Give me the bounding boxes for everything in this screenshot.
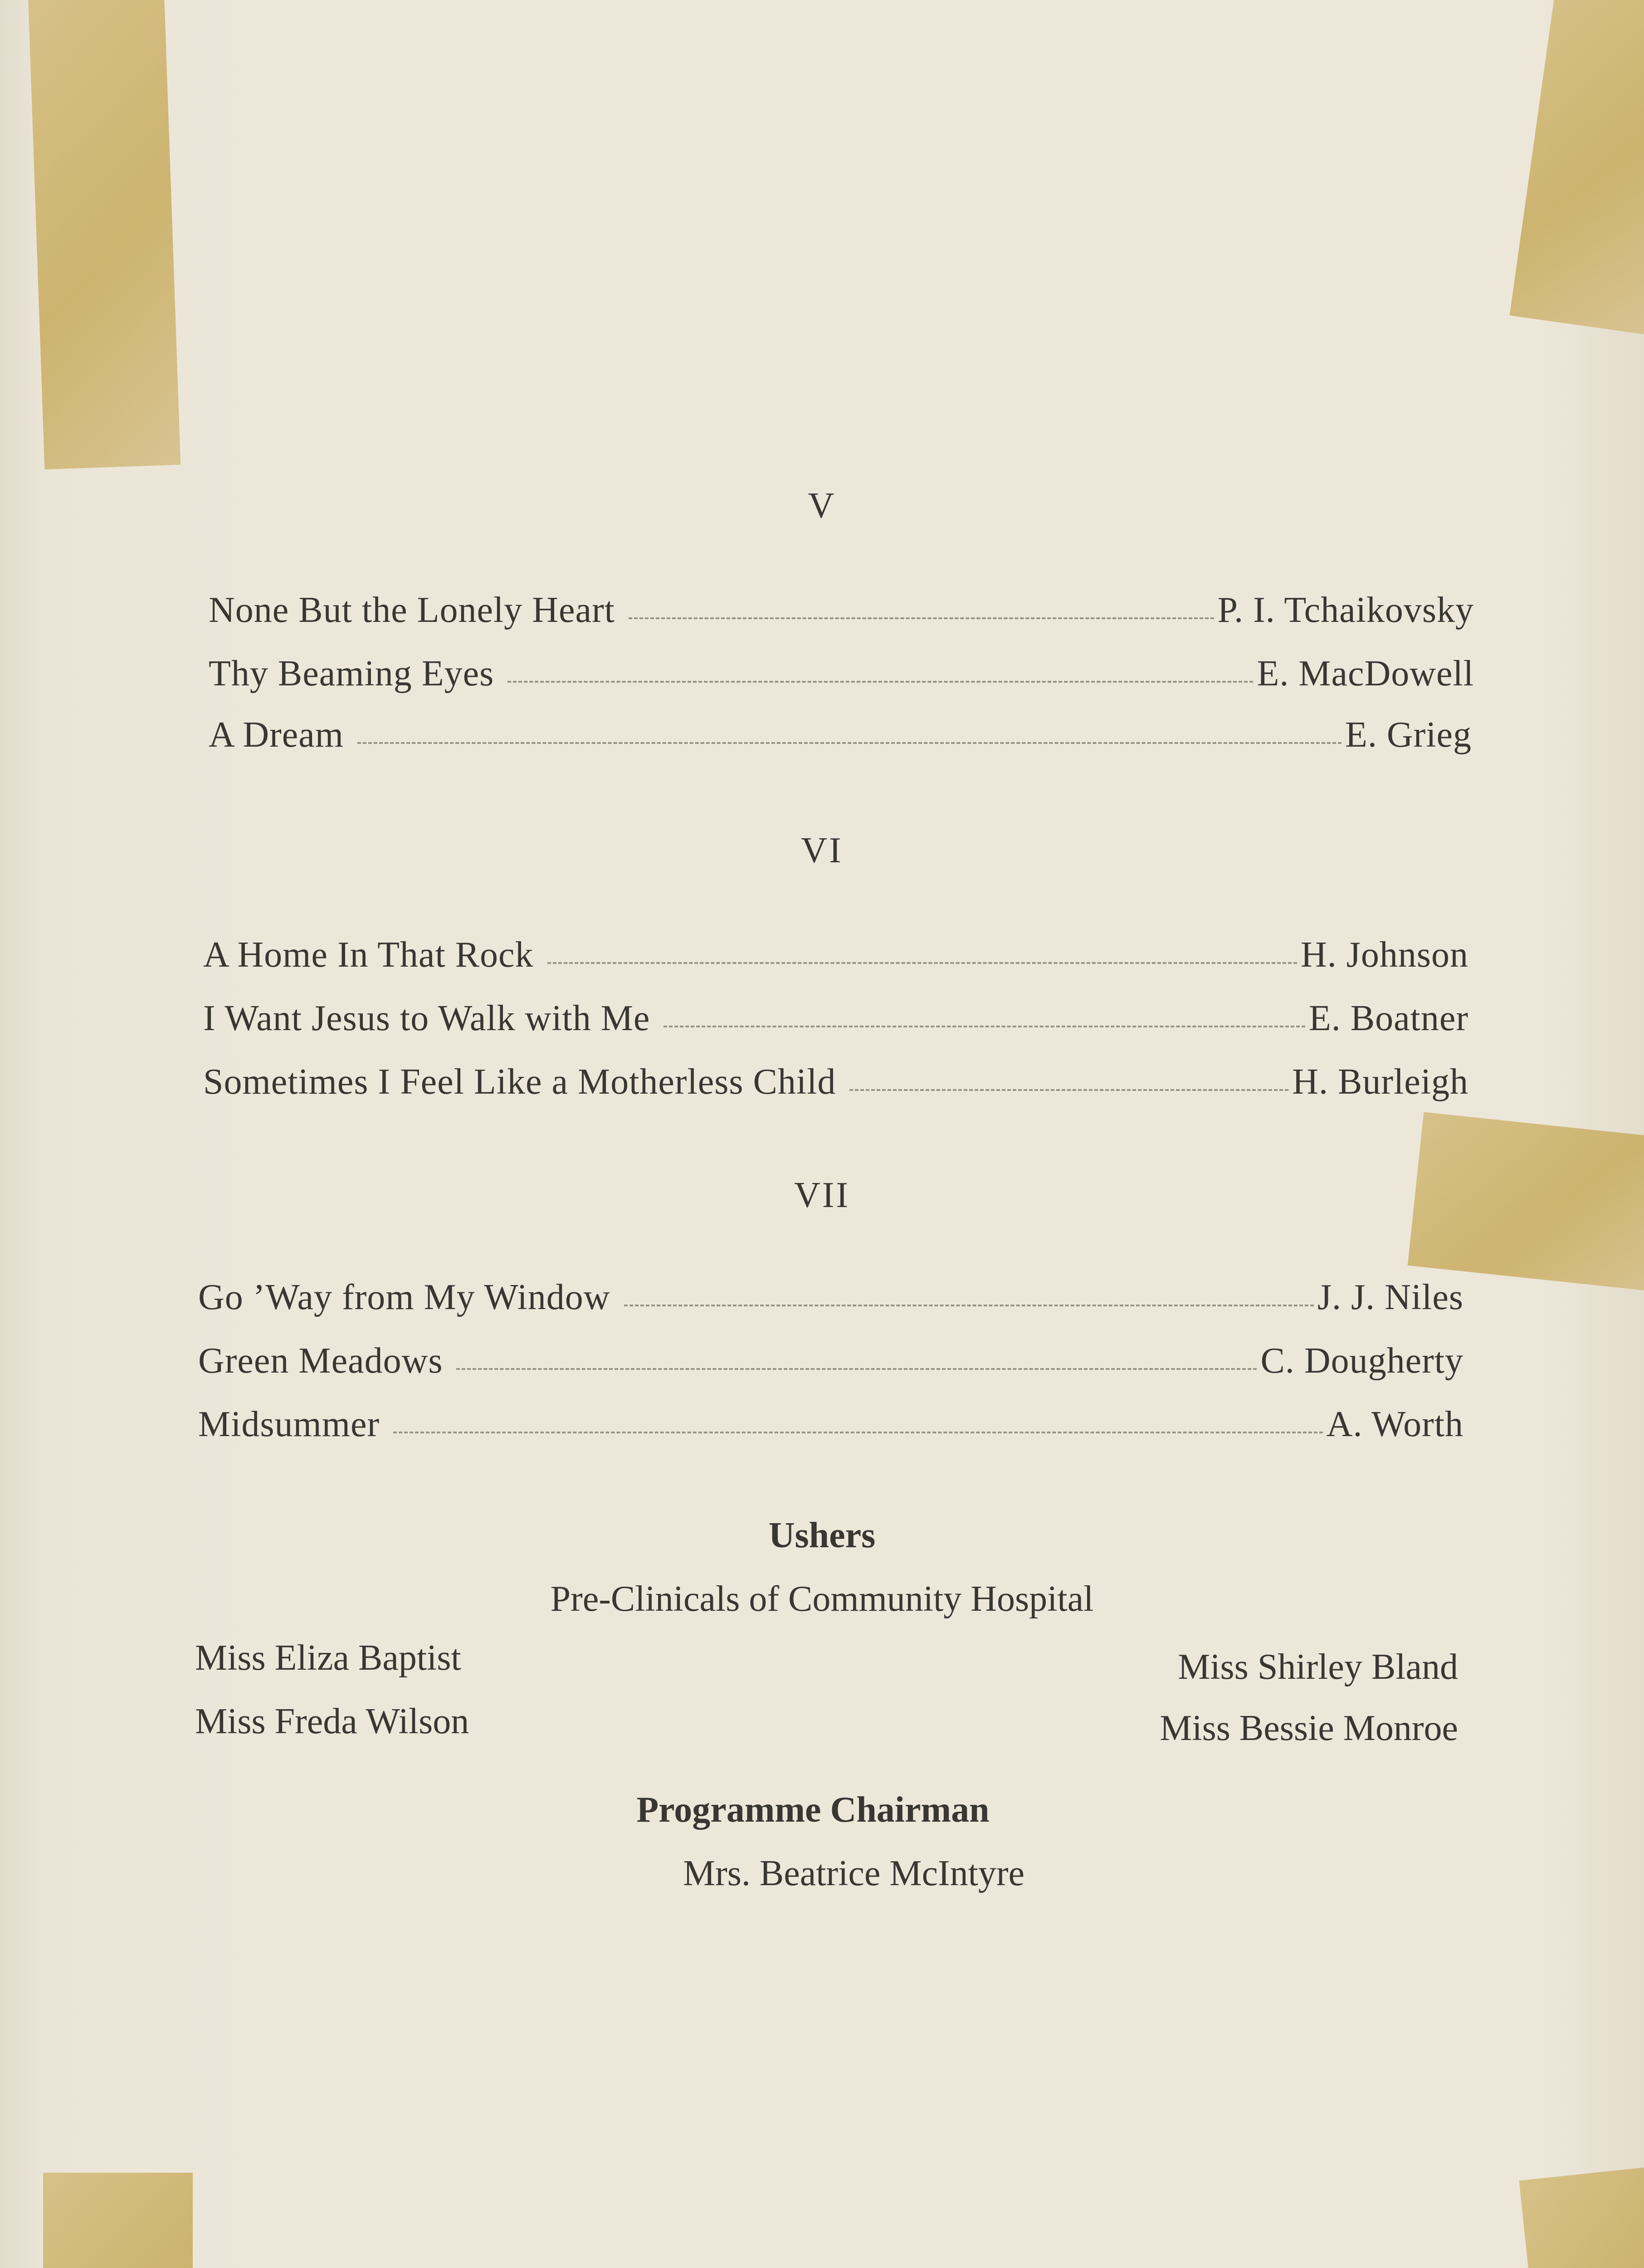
dot-leader bbox=[849, 1089, 1288, 1091]
piece-title: Thy Beaming Eyes bbox=[209, 654, 494, 694]
usher-name: Miss Eliza Baptist bbox=[195, 1638, 461, 1678]
tape-top-right bbox=[1510, 0, 1644, 334]
composer-name: H. Burleigh bbox=[1292, 1062, 1468, 1102]
piece-title: Green Meadows bbox=[198, 1341, 443, 1381]
dot-leader bbox=[393, 1432, 1323, 1433]
composer-name: H. Johnson bbox=[1300, 935, 1468, 975]
piece-title: Sometimes I Feel Like a Motherless Child bbox=[203, 1062, 836, 1102]
usher-name: Miss Shirley Bland bbox=[1178, 1647, 1458, 1687]
programme-entry bbox=[209, 653, 1474, 699]
dot-leader bbox=[663, 1026, 1305, 1027]
section-title: VI bbox=[801, 831, 843, 870]
chairman-name: Mrs. Beatrice McIntyre bbox=[683, 1853, 1025, 1893]
programme-entry bbox=[198, 1340, 1464, 1386]
chairman-heading: Programme Chairman bbox=[636, 1790, 990, 1830]
usher-name: Miss Bessie Monroe bbox=[1160, 1708, 1458, 1748]
dot-leader bbox=[629, 617, 1214, 619]
programme-entry bbox=[198, 1404, 1464, 1449]
piece-title: Midsummer bbox=[198, 1404, 380, 1444]
piece-title: None But the Lonely Heart bbox=[209, 590, 615, 630]
dot-leader bbox=[624, 1305, 1314, 1306]
piece-title: A Dream bbox=[209, 715, 344, 755]
usher-name: Miss Freda Wilson bbox=[195, 1701, 469, 1741]
dot-leader bbox=[456, 1368, 1257, 1370]
programme-entry bbox=[198, 1277, 1464, 1322]
ushers-subheading: Pre-Clinicals of Community Hospital bbox=[550, 1579, 1094, 1619]
composer-name: P. I. Tchaikovsky bbox=[1217, 590, 1474, 630]
dot-leader bbox=[507, 681, 1253, 683]
piece-title: Go ’Way from My Window bbox=[198, 1277, 610, 1317]
tape-top-left bbox=[28, 0, 180, 469]
composer-name: C. Dougherty bbox=[1260, 1341, 1464, 1381]
composer-name: E. Boatner bbox=[1308, 998, 1468, 1038]
piece-title: A Home In That Rock bbox=[203, 935, 534, 975]
composer-name: E. Grieg bbox=[1345, 715, 1472, 755]
programme-entry bbox=[203, 998, 1468, 1043]
composer-name: J. J. Niles bbox=[1317, 1277, 1464, 1317]
dot-leader bbox=[547, 962, 1297, 964]
programme-entry bbox=[209, 590, 1474, 635]
dot-leader bbox=[357, 742, 1342, 744]
composer-name: A. Worth bbox=[1326, 1404, 1464, 1444]
composer-name: E. MacDowell bbox=[1257, 654, 1474, 694]
section-title: V bbox=[808, 486, 836, 526]
ushers-heading: Ushers bbox=[768, 1515, 876, 1555]
piece-title: I Want Jesus to Walk with Me bbox=[203, 998, 650, 1038]
tape-bottom-right bbox=[1519, 2166, 1644, 2268]
programme-entry bbox=[203, 1061, 1468, 1107]
programme-entry bbox=[209, 714, 1472, 760]
section-title: VII bbox=[794, 1175, 850, 1215]
programme-entry bbox=[203, 934, 1468, 980]
tape-bottom-left bbox=[43, 2173, 193, 2268]
